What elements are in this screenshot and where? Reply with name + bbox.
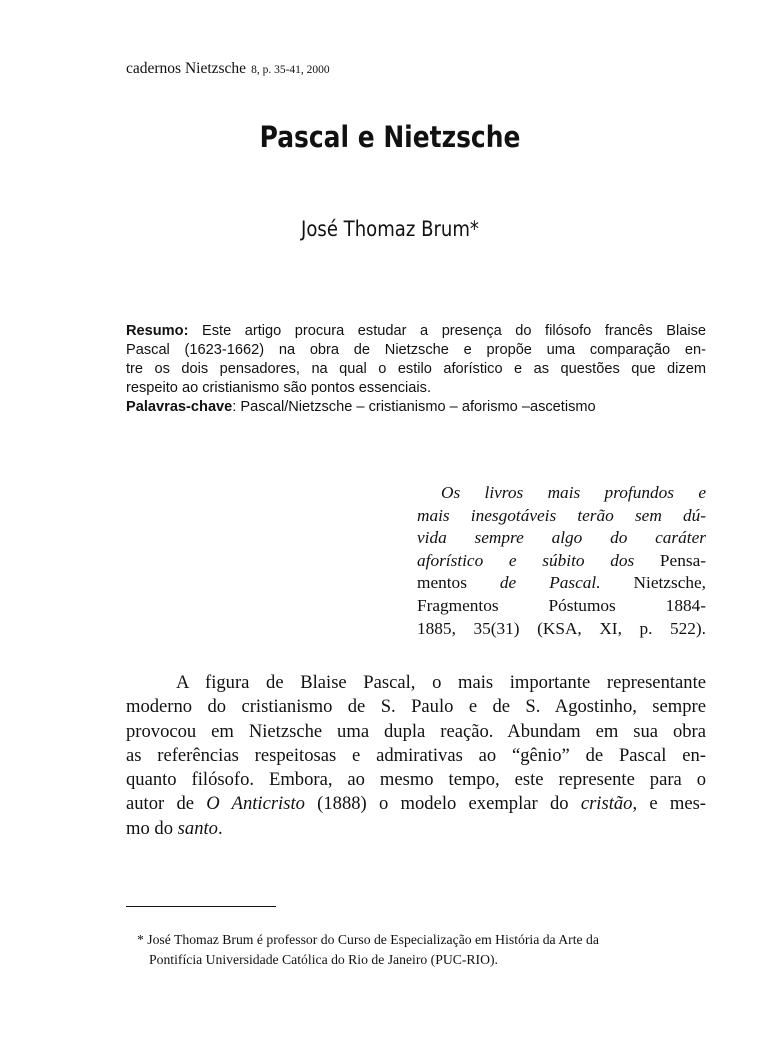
body-text: autor de <box>126 793 207 815</box>
epigraph-line <box>417 550 706 573</box>
keywords-line <box>126 398 706 417</box>
running-header <box>126 60 330 78</box>
epigraph-text: Pensa- <box>659 550 706 570</box>
emphasis: cristão <box>580 793 633 815</box>
article-title: Pascal e Nietzsche <box>259 120 521 154</box>
epigraph-line <box>417 482 706 505</box>
keywords-text: : Pascal/Nietzsche – cristianismo – aforismo –ascetismo <box>232 399 596 415</box>
body-text: , e mes- <box>632 793 706 815</box>
epigraph-line <box>417 572 706 595</box>
body-text: . <box>217 817 223 839</box>
epigraph-text: Nietzsche, <box>633 573 706 593</box>
abstract <box>126 322 706 417</box>
body-line <box>126 817 706 841</box>
book-title: O Anticristo <box>206 793 305 815</box>
abstract-line: respeito ao cristianismo são pontos essenciais. <box>126 380 432 396</box>
body-line: A figura de Blaise Pascal, o mais importante representante <box>176 672 706 693</box>
epigraph <box>417 482 706 640</box>
epigraph-line: 1885, 35(31) (KSA, XI, p. 522). <box>417 618 706 638</box>
article-author: José Thomaz Brum* <box>301 217 479 241</box>
journal-name: cadernos Nietzsche <box>126 60 247 77</box>
abstract-line: Pascal (1623-1662) na obra de Nietzsche e propõe uma comparação en- <box>126 342 706 358</box>
footnote-rule <box>126 906 276 907</box>
abstract-line: tre os dois pensadores, na qual o estilo aforístico e as questões que dizem <box>126 361 706 377</box>
abstract-label: Resumo: <box>126 323 189 339</box>
epigraph-text: aforístico e súbito dos <box>417 550 635 570</box>
abstract-line <box>126 322 706 341</box>
footnote <box>137 930 707 969</box>
epigraph-text: mentos <box>417 573 467 593</box>
body-line <box>126 792 706 816</box>
epigraph-line <box>417 505 706 528</box>
epigraph-text: mais inesgotáveis terão sem dú- <box>417 505 706 525</box>
footnote-line: Pontifícia Universidade Católica do Rio de Janeiro (PUC-RIO). <box>149 951 498 967</box>
epigraph-text: de Pascal. <box>499 573 601 593</box>
epigraph-text: Os livros mais profundos e <box>441 483 706 502</box>
epigraph-line <box>417 527 706 550</box>
body-line: quanto filósofo. Embora, ao mesmo tempo, este represente para o <box>126 769 706 791</box>
abstract-text: Este artigo procura estudar a presença do filósofo francês Blaise <box>188 323 706 339</box>
body-line: provocou em Nietzsche uma dupla reação. Abundam em sua obra <box>126 720 706 742</box>
body-text: (1888) o modelo exemplar do <box>304 793 581 815</box>
footnote-line: * José Thomaz Brum é professor do Curso de Especialização em História da Arte da <box>137 932 599 947</box>
epigraph-line: Fragmentos Póstumos 1884- <box>417 595 706 615</box>
journal-pages: 8, p. 35-41, 2000 <box>251 64 330 76</box>
emphasis: santo <box>177 817 218 839</box>
body-text: mo do <box>126 817 178 839</box>
keywords-label: Palavras-chave <box>126 399 233 415</box>
body-paragraph <box>126 671 706 841</box>
body-line: as referências respeitosas e admirativas ao “gênio” de Pascal en- <box>126 744 706 766</box>
epigraph-text: vida sempre algo do caráter <box>417 528 706 548</box>
body-line: moderno do cristianismo de S. Paulo e de S. Agostinho, sempre <box>126 696 706 718</box>
